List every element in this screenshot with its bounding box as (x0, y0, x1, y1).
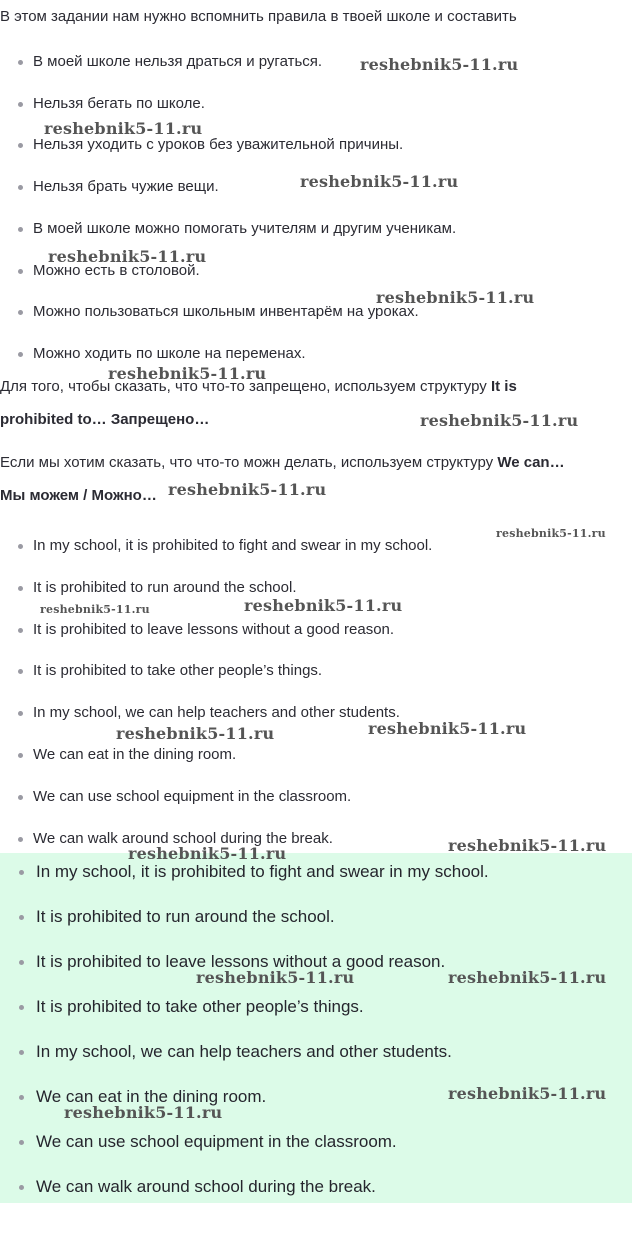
prohibited-structure: It is (490, 378, 517, 395)
bullet-dot (18, 586, 23, 591)
english-rule-text: We can walk around school during the break. (33, 830, 333, 847)
english-rule-item (33, 536, 432, 556)
bullet-dot (18, 60, 23, 65)
english-rule-item (33, 745, 236, 765)
bullet-dot (18, 143, 23, 148)
english-rule-text: In my school, we can help teachers and other students. (33, 704, 400, 721)
russian-rule-text: В моей школе нельзя драться и ругаться. (33, 53, 323, 70)
bullet-dot (18, 837, 23, 842)
russian-rule-item (33, 94, 205, 114)
english-rule-item (33, 787, 351, 807)
russian-rule-text: Нельзя брать чужие вещи. (33, 178, 219, 195)
watermark: reshebnik5-11.ru (196, 968, 355, 987)
can-structure-continued: Мы можем / Можно… (0, 487, 157, 504)
russian-rule-item (33, 344, 306, 364)
answer-item (36, 996, 364, 1018)
watermark: reshebnik5-11.ru (64, 1103, 223, 1122)
russian-rule-item (33, 302, 419, 322)
russian-rule-item (33, 135, 403, 155)
bullet-dot (18, 310, 23, 315)
answer-box (0, 853, 632, 1203)
can-structure: We can… (497, 454, 565, 471)
answer-item (36, 906, 335, 928)
english-rule-item (33, 661, 322, 681)
watermark: reshebnik5-11.ru (448, 836, 607, 855)
answer-text: We can walk around school during the break. (36, 1177, 376, 1196)
watermark: reshebnik5-11.ru (48, 247, 207, 266)
russian-rule-text: Нельзя уходить с уроков без уважительной причины. (33, 136, 404, 153)
bullet-dot (19, 1005, 24, 1010)
watermark: reshebnik5-11.ru (300, 172, 459, 191)
watermark: reshebnik5-11.ru (368, 719, 527, 738)
bullet-dot (18, 185, 23, 190)
english-rule-item (33, 620, 394, 640)
watermark: reshebnik5-11.ru (40, 603, 150, 616)
bullet-dot (18, 628, 23, 633)
english-rule-text: It is prohibited to take other people’s things. (33, 662, 323, 679)
bullet-dot (19, 915, 24, 920)
russian-rule-text: В моей школе можно помогать учителям и другим ученикам. (33, 220, 457, 237)
english-rule-text: We can use school equipment in the classroom. (33, 788, 352, 805)
watermark: reshebnik5-11.ru (376, 288, 535, 307)
bullet-dot (19, 960, 24, 965)
russian-rule-text: Можно ходить по школе на переменах. (33, 345, 306, 362)
bullet-dot (19, 1185, 24, 1190)
answer-text: In my school, it is prohibited to fight and swear in my school. (36, 862, 489, 881)
answer-item (36, 1041, 452, 1063)
watermark: reshebnik5-11.ru (420, 411, 579, 430)
bullet-dot (19, 870, 24, 875)
english-rule-item (33, 703, 400, 723)
bullet-dot (18, 669, 23, 674)
english-rule-text: It is prohibited to leave lessons without a good reason. (33, 621, 395, 638)
watermark: reshebnik5-11.ru (128, 844, 287, 863)
watermark: reshebnik5-11.ru (496, 527, 606, 540)
answer-item (36, 1176, 376, 1198)
bullet-dot (18, 102, 23, 107)
bullet-dot (18, 269, 23, 274)
watermark: reshebnik5-11.ru (108, 364, 267, 383)
bullet-dot (19, 1140, 24, 1145)
answer-text: It is prohibited to take other people’s things. (36, 997, 364, 1016)
watermark: reshebnik5-11.ru (168, 480, 327, 499)
bullet-dot (18, 352, 23, 357)
answer-text: In my school, we can help teachers and other students. (36, 1042, 452, 1061)
watermark: reshebnik5-11.ru (360, 55, 519, 74)
watermark: reshebnik5-11.ru (244, 596, 403, 615)
russian-rule-text: Нельзя бегать по школе. (33, 95, 205, 112)
watermark: reshebnik5-11.ru (448, 1084, 607, 1103)
english-rule-item (33, 578, 297, 598)
bullet-dot (18, 544, 23, 549)
intro-text: В этом задании нам нужно вспомнить правила в твоей школе и составить (0, 8, 517, 25)
bullet-dot (18, 795, 23, 800)
can-note (0, 453, 565, 473)
answer-item (36, 861, 489, 883)
bullet-dot (18, 753, 23, 758)
answer-item (36, 1131, 397, 1153)
watermark: reshebnik5-11.ru (116, 724, 275, 743)
russian-rule-item (33, 52, 322, 72)
watermark: reshebnik5-11.ru (44, 119, 203, 138)
russian-rule-text: Можно есть в столовой. (33, 262, 200, 279)
english-rule-text: We can eat in the dining room. (33, 746, 237, 763)
watermark: reshebnik5-11.ru (448, 968, 607, 987)
answer-text: It is prohibited to run around the school. (36, 907, 335, 926)
prohibited-structure-continued: prohibited to… Запрещено… (0, 411, 210, 428)
english-rule-text: In my school, it is prohibited to fight and swear in my school. (33, 537, 433, 554)
english-rule-text: It is prohibited to run around the school. (33, 579, 297, 596)
prohibited-note-text: Для того, чтобы сказать, что что-то запрещено, используем структуру (0, 378, 491, 395)
russian-rule-item (33, 219, 456, 239)
answer-text: We can eat in the dining room. (36, 1087, 267, 1106)
answer-text: We can use school equipment in the classroom. (36, 1132, 397, 1151)
bullet-dot (19, 1095, 24, 1100)
bullet-dot (18, 711, 23, 716)
answer-text: It is prohibited to leave lessons without a good reason. (36, 952, 446, 971)
bullet-dot (18, 227, 23, 232)
russian-rule-text: Можно пользоваться школьным инвентарём на уроках. (33, 303, 419, 320)
can-note-text: Если мы хотим сказать, что что-то можн делать, используем структуру (0, 454, 498, 471)
bullet-dot (19, 1050, 24, 1055)
russian-rule-item (33, 177, 219, 197)
